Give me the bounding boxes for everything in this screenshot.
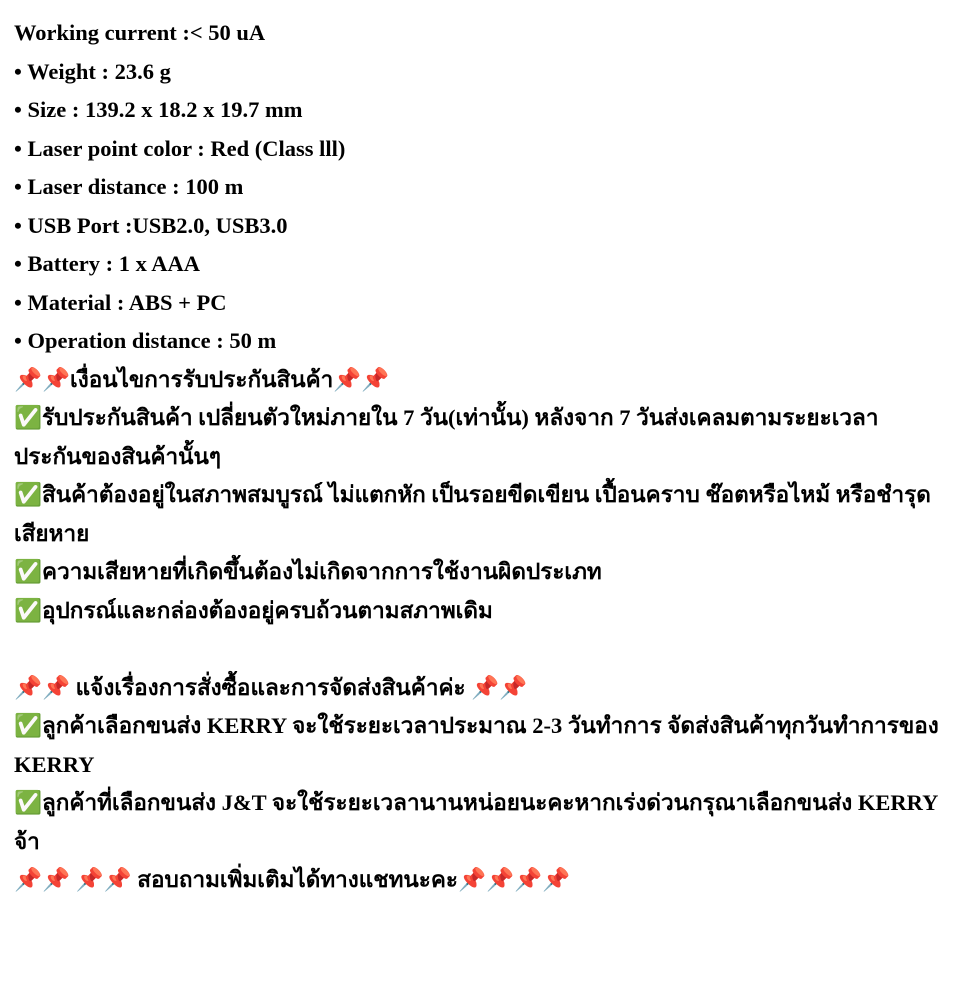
shipping-item: ✅ลูกค้าที่เลือกขนส่ง J&T จะใช้ระยะเวลานานหน่อยนะคะหากเร่งด่วนกรุณาเลือกขนส่ง KERRY จ้า	[14, 790, 938, 854]
warranty-item: ✅รับประกันสินค้า เปลี่ยนตัวใหม่ภายใน 7 วัน(เท่านั้น) หลังจาก 7 วันส่งเคลมตามระยะเวลาประกันของสินค้านั้นๆ	[14, 405, 879, 469]
spacer	[14, 630, 940, 669]
spec-battery: • Battery : 1 x AAA	[14, 251, 200, 276]
spec-usb-port: • USB Port :USB2.0, USB3.0	[14, 212, 288, 238]
shipping-footer: 📌📌 📌📌 สอบถามเพิ่มเติมได้ทางแชทนะคะ📌📌📌📌	[14, 867, 571, 892]
shipping-item: ✅ลูกค้าเลือกขนส่ง KERRY จะใช้ระยะเวลาประมาณ 2-3 วันทำการ จัดส่งสินค้าทุกวันทำการของ KERRY	[14, 713, 939, 777]
spec-operation-distance: • Operation distance : 50 m	[14, 328, 277, 353]
spec-size: • Size : 139.2 x 18.2 x 19.7 mm	[14, 97, 303, 122]
warranty-item: ✅สินค้าต้องอยู่ในสภาพสมบูรณ์ ไม่แตกหัก เป็นรอยขีดเขียน เปื้อนคราบ ช๊อตหรือไหม้ หรือชำรุดเสียหาย	[14, 482, 931, 546]
warranty-item: ✅ความเสียหายที่เกิดขึ้นต้องไม่เกิดจากการใช้งานผิดประเภท	[14, 559, 602, 584]
spec-material: • Material : ABS + PC	[14, 289, 227, 315]
spec-laser-distance: • Laser distance : 100 m	[14, 174, 244, 199]
warranty-heading: 📌📌เงื่อนไขการรับประกันสินค้า📌📌	[14, 366, 390, 392]
spec-weight: • Weight : 23.6 g	[14, 58, 171, 84]
warranty-item: ✅อุปกรณ์และกล่องต้องอยู่ครบถ้วนตามสภาพเดิม	[14, 597, 493, 623]
spec-working-current: Working current :< 50 uA	[14, 20, 266, 45]
shipping-heading: 📌📌 แจ้งเรื่องการสั่งซื้อและการจัดส่งสินค้าค่ะ 📌📌	[14, 674, 528, 700]
spec-laser-color: • Laser point color : Red (Class lll)	[14, 135, 346, 161]
